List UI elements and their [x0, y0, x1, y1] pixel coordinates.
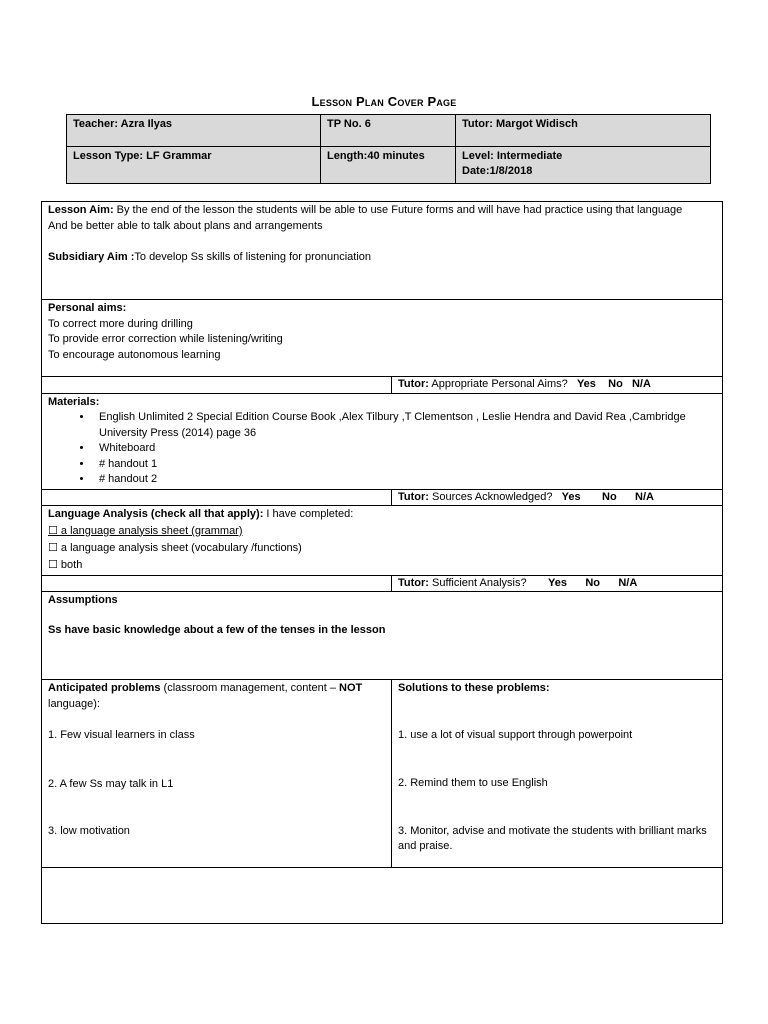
level-value: Level: Intermediate [462, 150, 563, 162]
problem-item: 2. A few Ss may talk in L1 [48, 777, 174, 790]
tutor-empty-cell [42, 489, 392, 506]
problem-item: 1. Few visual learners in class [48, 729, 195, 741]
na-option[interactable]: N/A [618, 576, 638, 589]
no-option[interactable]: No [608, 378, 623, 390]
material-item: • English Unlimited 2 Special Edition Course Book ,Alex Tilbury ,T Clementson , Leslie Hendra and David Rea ,Cambridge University Press (2014) page 36 [93, 410, 716, 441]
lesson-aim-label: Lesson Aim: [48, 204, 114, 216]
no-option[interactable]: No [602, 490, 617, 503]
personal-aims-label: Personal aims: [48, 302, 127, 314]
lesson-plan-table [41, 201, 723, 924]
personal-aim-item: To encourage autonomous learning [48, 348, 221, 361]
lesson-type-cell: Lesson Type: LF Grammar [67, 147, 321, 184]
subsidiary-aim-text: To develop Ss skills of listening for pronunciation [134, 251, 372, 263]
header-info-table [66, 114, 711, 184]
teacher-cell: Teacher: Azra Ilyas [67, 115, 321, 147]
tutor-empty-cell [42, 377, 392, 394]
lesson-aim-text: By the end of the lesson the students will be able to use Future forms and will have had practice using that language [113, 204, 683, 216]
language-analysis-label: Language Analysis (check all that apply): [48, 508, 264, 520]
analysis-checkbox-grammar[interactable]: ☐ a language analysis sheet (grammar) [48, 524, 243, 537]
personal-aim-item: To provide error correction while listening/writing [48, 333, 283, 345]
tutor-analysis-check: Tutor: Sufficient Analysis? Yes No N/A [392, 575, 723, 592]
materials-section [42, 393, 723, 489]
na-option[interactable]: N/A [635, 490, 654, 503]
solution-item: 1. use a lot of visual support through powerpoint [398, 728, 633, 741]
na-option[interactable]: N/A [631, 378, 651, 390]
material-item: • # handout 1 [93, 457, 716, 473]
level-date-cell [456, 147, 711, 184]
language-analysis-section: Language Analysis (check all that apply): I have completed: ☐ a language analysis sheet (grammar) ☐ a language analysis sheet (vocabulary /functions) ☐ both [42, 506, 723, 576]
length-cell: Length:40 minutes [321, 147, 456, 184]
solution-item: 3. Monitor, advise and motivate the students with brilliant marks and praise. [398, 824, 707, 852]
analysis-checkbox-both[interactable]: ☐ both [48, 558, 83, 571]
no-option[interactable]: No [585, 576, 600, 589]
assumptions-text: Ss have basic knowledge about a few of the tenses in the lesson [48, 623, 386, 636]
yes-option[interactable]: Yes [561, 490, 581, 503]
solution-item: 2. Remind them to use English [398, 777, 548, 789]
anticipated-problems-column: Anticipated problems (classroom management, content – NOT language): 1. Few visual learners in class 2. A few Ss may talk in L1 3. low motivation [42, 680, 392, 868]
assumptions-section [42, 592, 723, 680]
anticipated-problems-label: Anticipated problems [48, 682, 161, 694]
materials-label: Materials: [48, 395, 100, 408]
material-item: • # handout 2 [93, 472, 716, 488]
tp-number-cell: TP No. 6 [321, 115, 456, 147]
yes-option[interactable]: Yes [548, 576, 567, 589]
date-value: Date:1/8/2018 [462, 165, 533, 177]
tutor-empty-cell [42, 575, 392, 592]
lesson-aim-text-2: And be better able to talk about plans and arrangements [48, 219, 323, 232]
problem-item: 3. low motivation [48, 825, 130, 837]
personal-aims-section [42, 300, 723, 377]
subsidiary-aim-label: Subsidiary Aim : [48, 251, 135, 263]
tutor-name-cell: Tutor: Margot Widisch [456, 115, 711, 147]
tutor-sources-check: Tutor: Sources Acknowledged? Yes No N/A [392, 489, 723, 506]
solutions-label: Solutions to these problems: [398, 682, 550, 694]
material-item: • Whiteboard [93, 441, 716, 457]
assumptions-label: Assumptions [48, 594, 118, 606]
yes-option[interactable]: Yes [576, 378, 596, 390]
analysis-checkbox-vocabulary[interactable]: ☐ a language analysis sheet (vocabulary /functions) [48, 541, 302, 554]
empty-notes-box [42, 868, 723, 924]
page-title: Lesson Plan Cover Page [311, 94, 457, 109]
tutor-personal-aims-check: Tutor: Appropriate Personal Aims? Yes No N/A [392, 377, 723, 394]
lesson-aim-section [42, 202, 723, 300]
solutions-column [392, 680, 723, 868]
personal-aim-item: To correct more during drilling [48, 317, 193, 330]
